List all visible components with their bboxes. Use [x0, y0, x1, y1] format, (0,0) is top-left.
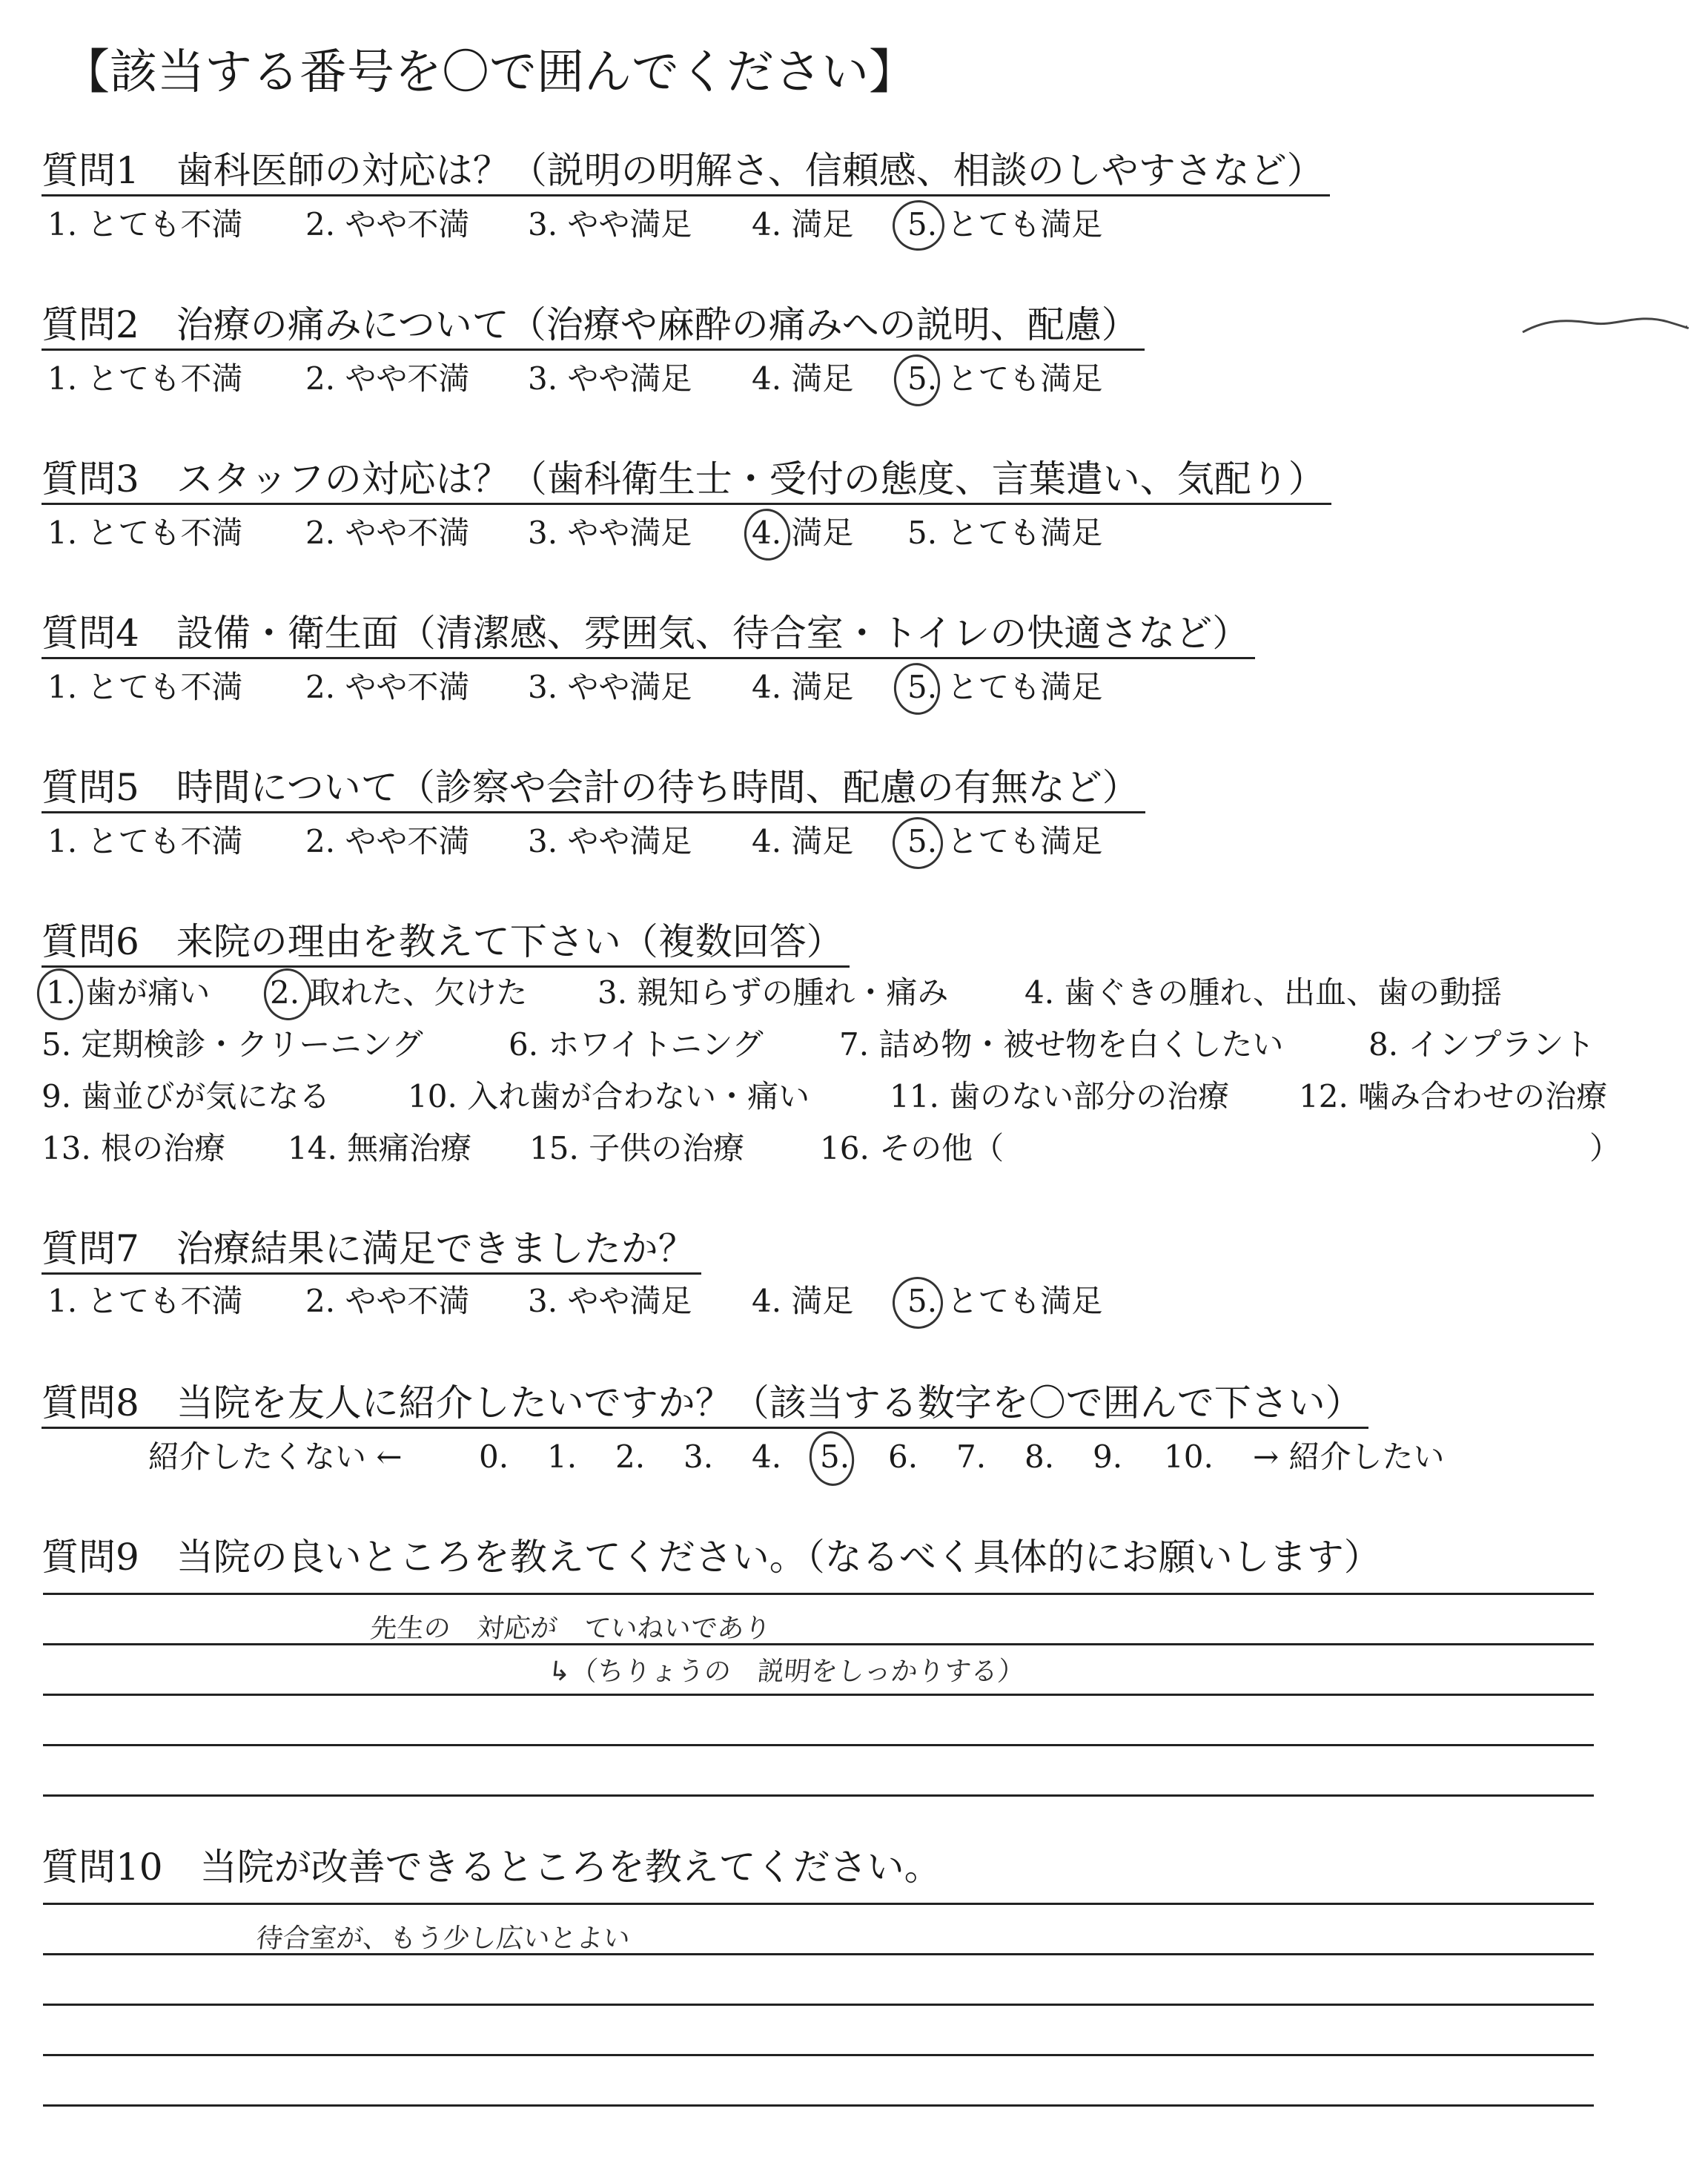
- q8-scale-left-label: 紹介したくない ←: [148, 1439, 403, 1475]
- q3-option-1[interactable]: 1. とても不満: [47, 515, 243, 551]
- q6-option-15[interactable]: 15. 子供の治療: [529, 1130, 745, 1166]
- q8-scale-2[interactable]: 2.: [615, 1439, 646, 1475]
- q7-option-2[interactable]: 2. やや不満: [305, 1283, 470, 1319]
- q6-option-3[interactable]: 3. 親知らずの腫れ・痛み: [598, 974, 949, 1011]
- q4-option-5[interactable]: 5. とても満足: [907, 669, 1103, 705]
- q10-answer-line-5: [43, 2104, 1594, 2107]
- q1-option-2[interactable]: 2. やや不満: [305, 206, 470, 242]
- q8-scale-5[interactable]: 5.: [820, 1439, 850, 1475]
- q8-scale-right-label: → 紹介したい: [1253, 1439, 1445, 1475]
- q9-answer-line-1: [43, 1593, 1594, 1595]
- q10-answer-line-3: [43, 2004, 1594, 2006]
- q6-option-11[interactable]: 11. 歯のない部分の治療: [890, 1078, 1230, 1114]
- q7-option-3[interactable]: 3. やや満足: [528, 1283, 692, 1319]
- q5-option-5[interactable]: 5. とても満足: [907, 823, 1103, 859]
- q8-scale-0[interactable]: 0.: [479, 1439, 509, 1475]
- q8-answer-circle: [806, 1428, 858, 1489]
- question-5-title: 質問5 時間について（診察や会計の待ち時間、配慮の有無など）: [42, 764, 1145, 813]
- q6-option-9[interactable]: 9. 歯並びが気になる: [42, 1078, 331, 1114]
- q7-option-5[interactable]: 5. とても満足: [907, 1283, 1103, 1319]
- q6-option-8[interactable]: 8. インプラント: [1368, 1026, 1595, 1063]
- q10-answer-line-1: [43, 1903, 1594, 1905]
- q9-answer-line-3: [43, 1694, 1594, 1696]
- q9-handwritten-answer-2[interactable]: ↳（ちりょうの 説明をしっかりする）: [546, 1657, 1027, 1687]
- q8-scale-7[interactable]: 7.: [956, 1439, 987, 1475]
- q5-option-3[interactable]: 3. やや満足: [528, 823, 692, 859]
- q8-scale-10[interactable]: 10.: [1164, 1439, 1214, 1475]
- q1-option-5[interactable]: 5. とても満足: [907, 206, 1103, 242]
- q2-option-1[interactable]: 1. とても不満: [47, 360, 243, 397]
- q2-option-4[interactable]: 4. 満足: [752, 360, 854, 397]
- q10-handwritten-answer-1[interactable]: 待合室が、もう少し広いとよい: [254, 1923, 632, 1954]
- q6-other-close-paren: ）: [1589, 1130, 1621, 1166]
- q6-option-4[interactable]: 4. 歯ぐきの腫れ、出血、歯の動揺: [1025, 974, 1502, 1011]
- page-title: 【該当する番号を〇で囲んでください】: [62, 45, 916, 100]
- question-2-title: 質問2 治療の痛みについて（治療や麻酔の痛みへの説明、配慮）: [42, 301, 1145, 351]
- pen-squiggle-mark: [1520, 310, 1690, 340]
- q10-answer-line-4: [43, 2054, 1594, 2056]
- q9-answer-line-4: [43, 1744, 1594, 1746]
- q6-option-1[interactable]: 1. 歯が痛い: [46, 974, 211, 1011]
- q6-option-5[interactable]: 5. 定期検診・クリーニング: [42, 1026, 423, 1063]
- question-3-title: 質問3 スタッフの対応は？（歯科衛生士・受付の態度、言葉遣い、気配り）: [42, 455, 1331, 505]
- q7-option-1[interactable]: 1. とても不満: [47, 1283, 243, 1319]
- question-7-title: 質問7 治療結果に満足できましたか？: [42, 1225, 701, 1275]
- q2-option-3[interactable]: 3. やや満足: [528, 360, 692, 397]
- question-8-title: 質問8 当院を友人に紹介したいですか？（該当する数字を〇で囲んで下さい）: [42, 1379, 1368, 1429]
- q9-answer-line-2: [43, 1643, 1594, 1645]
- q8-scale-4[interactable]: 4.: [752, 1439, 782, 1475]
- q6-option-7[interactable]: 7. 詰め物・被せ物を白くしたい: [839, 1026, 1284, 1063]
- q6-option-12[interactable]: 12. 噛み合わせの治療: [1299, 1078, 1608, 1114]
- q4-option-2[interactable]: 2. やや不満: [305, 669, 470, 705]
- q5-option-1[interactable]: 1. とても不満: [47, 823, 243, 859]
- q7-option-4[interactable]: 4. 満足: [752, 1283, 854, 1319]
- q3-option-3[interactable]: 3. やや満足: [528, 515, 692, 551]
- question-6-title: 質問6 来院の理由を教えて下さい（複数回答）: [42, 918, 850, 968]
- q4-option-4[interactable]: 4. 満足: [752, 669, 854, 705]
- q5-option-4[interactable]: 4. 満足: [752, 823, 854, 859]
- q8-scale-3[interactable]: 3.: [683, 1439, 714, 1475]
- q1-option-3[interactable]: 3. やや満足: [528, 206, 692, 242]
- question-10-title: 質問10 当院が改善できるところを教えてください。: [42, 1846, 941, 1889]
- question-4-title: 質問4 設備・衛生面（清潔感、雰囲気、待合室・トイレの快適さなど）: [42, 610, 1255, 659]
- question-9-title: 質問9 当院の良いところを教えてください。（なるべく具体的にお願いします）: [42, 1536, 1381, 1579]
- q4-option-3[interactable]: 3. やや満足: [528, 669, 692, 705]
- q6-option-13[interactable]: 13. 根の治療: [42, 1130, 226, 1166]
- q9-handwritten-answer-1[interactable]: 先生の 対応が ていねいであり: [368, 1614, 772, 1644]
- q6-option-2[interactable]: 2. 取れた、欠けた: [270, 974, 528, 1011]
- q2-option-2[interactable]: 2. やや不満: [305, 360, 470, 397]
- q1-option-1[interactable]: 1. とても不満: [47, 206, 243, 242]
- q8-scale-6[interactable]: 6.: [888, 1439, 918, 1475]
- q6-option-14[interactable]: 14. 無痛治療: [288, 1130, 472, 1166]
- question-1-title: 質問1 歯科医師の対応は？（説明の明解さ、信頼感、相談のしやすさなど）: [42, 147, 1330, 196]
- q6-option-10[interactable]: 10. 入れ歯が合わない・痛い: [408, 1078, 810, 1114]
- q8-scale-9[interactable]: 9.: [1093, 1439, 1123, 1475]
- q2-option-5[interactable]: 5. とても満足: [907, 360, 1103, 397]
- q6-option-6[interactable]: 6. ホワイトニング: [509, 1026, 764, 1063]
- q3-option-5[interactable]: 5. とても満足: [907, 515, 1103, 551]
- q3-option-2[interactable]: 2. やや不満: [305, 515, 470, 551]
- q1-option-4[interactable]: 4. 満足: [752, 206, 854, 242]
- q6-option-16[interactable]: 16. その他（: [820, 1130, 1004, 1166]
- q9-answer-line-5: [43, 1794, 1594, 1797]
- q4-option-1[interactable]: 1. とても不満: [47, 669, 243, 705]
- q5-option-2[interactable]: 2. やや不満: [305, 823, 470, 859]
- q8-scale-1[interactable]: 1.: [547, 1439, 577, 1475]
- q3-option-4[interactable]: 4. 満足: [752, 515, 854, 551]
- q8-scale-8[interactable]: 8.: [1025, 1439, 1055, 1475]
